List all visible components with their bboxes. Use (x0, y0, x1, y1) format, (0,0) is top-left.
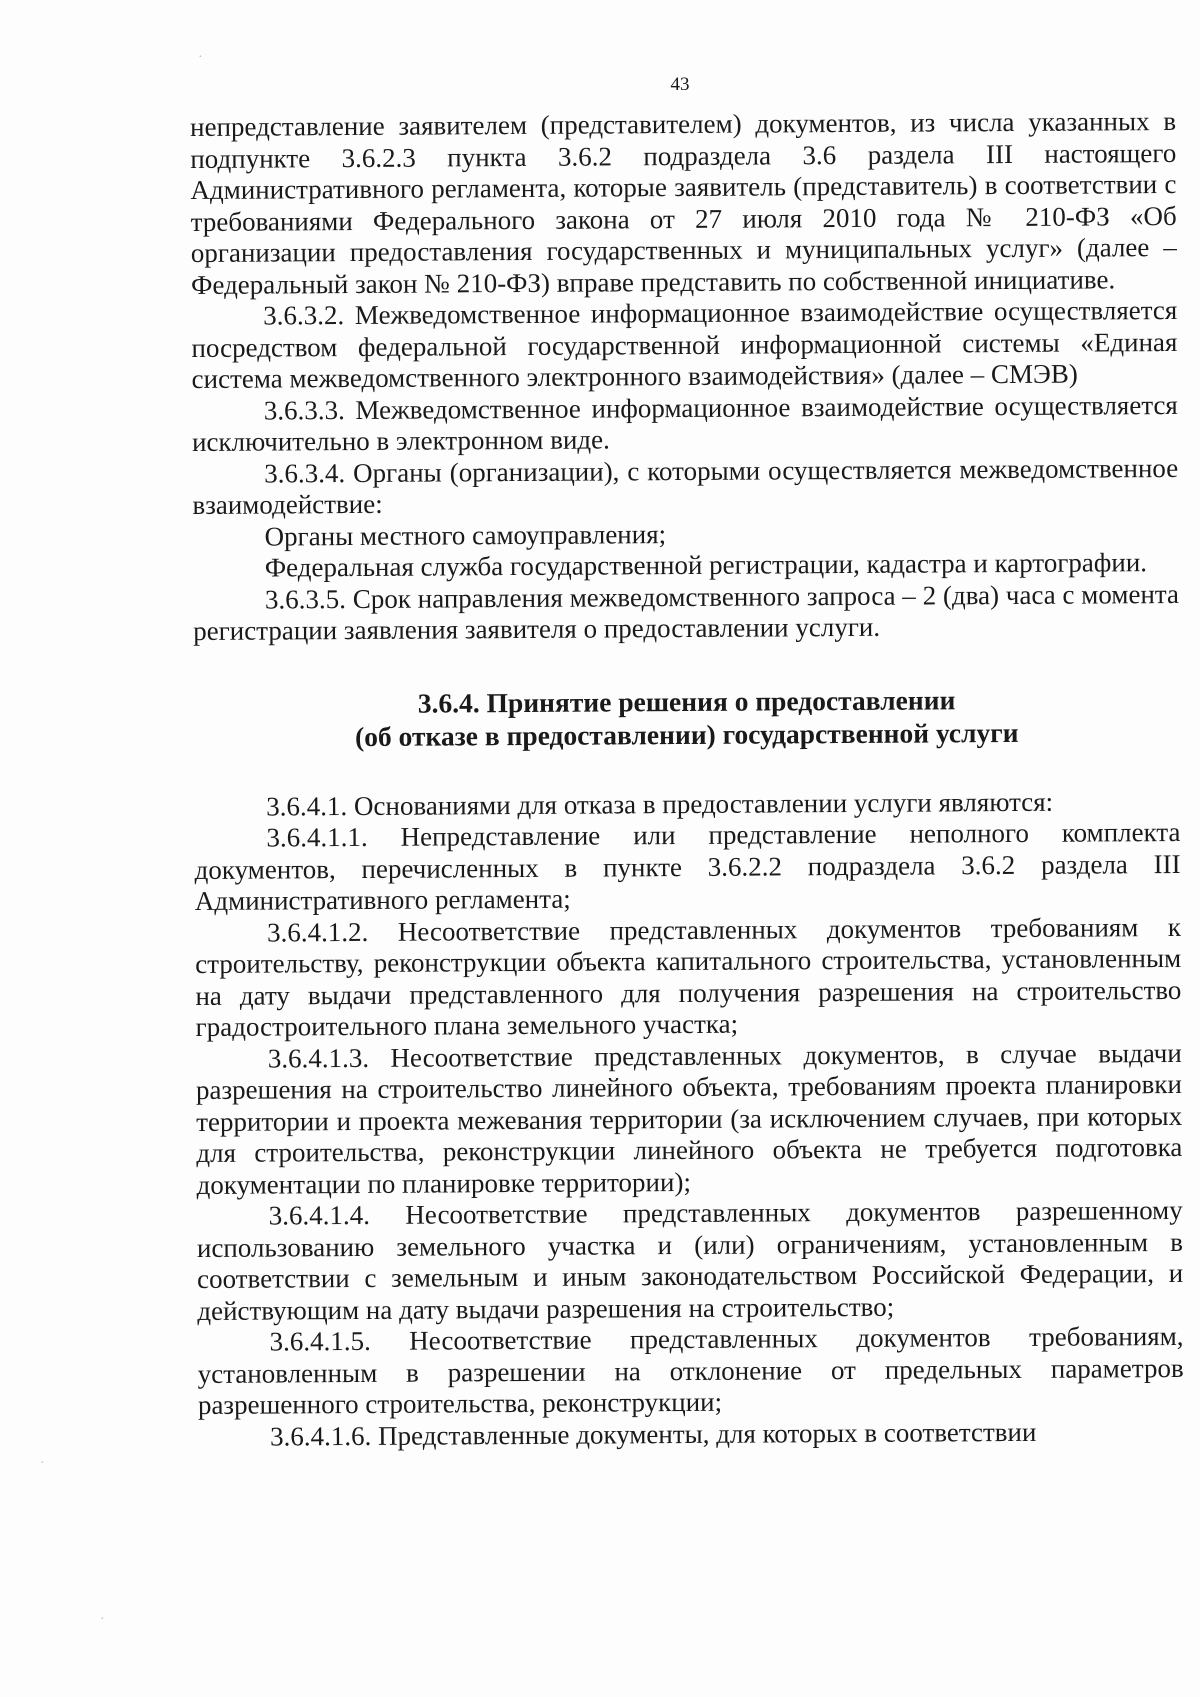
paragraph-3-6-3-3: 3.6.3.3. Межведомственное информационное взаимодействие осуществляется исключительно в электронном виде. (191, 389, 1178, 457)
paragraph-3-6-3-2: 3.6.3.2. Межведомственное информационное взаимодействие осуществляется посредством федеральной государственной информационной системы «Единая система межведомственного электронного взаимодействия» (далее – СМЭВ) (191, 294, 1178, 394)
document-body (190, 106, 1184, 1453)
section-heading (194, 681, 1180, 753)
scan-speck: · (100, 1612, 105, 1627)
paragraph-3-6-4-1-6: 3.6.4.1.6. Представленные документы, для которых в соответствии (269, 1416, 1037, 1452)
section-heading-line-1: 3.6.4. Принятие решения о предоставлении (417, 683, 956, 719)
paragraph-continuation: непредставление заявителем (представителем) документов, из числа указанных в подпункте 3.6.2.3 пункта 3.6.2 подраздела 3.6 раздела III настоящего Административного регламента, которые заявитель (представитель) в соответствии с требованиями Федерального закона от 27 июля 2010 года № 210-ФЗ «Об организации предоставления государственных и муниципальных услуг» (далее – Федеральный закон № 210-ФЗ) вправе представить по собственной инициативе. (190, 105, 1177, 300)
list-item-local-authorities: Органы местного самоуправления; (264, 518, 667, 552)
scan-speck: · (198, 50, 203, 65)
scan-speck: · (40, 1456, 45, 1471)
paragraph-3-6-3-4: 3.6.3.4. Органы (организации), с которыми осуществляется межведомственное взаимодействие: (192, 452, 1179, 520)
page-number: 43 (670, 74, 690, 95)
section-heading-line-2: (об отказе в предоставлении) государственной услуги (354, 716, 1019, 752)
list-item-rosreestr: Федеральная служба государственной регистрации, кадастра и картографии. (264, 547, 1148, 583)
paragraph-3-6-4-1-5: 3.6.4.1.5. Несоответствие представленных документов требованиям, установленным в разрешении на отклонение от предельных параметров разрешенного строительства, реконструкции; (197, 1320, 1184, 1420)
paragraph-3-6-4-1: 3.6.4.1. Основаниями для отказа в предоставлении услуги являются: (266, 786, 1054, 822)
paragraph-3-6-4-1-1: 3.6.4.1.1. Непредставление или представление неполного комплекта документов, перечисленных в пункте 3.6.2.2 подраздела 3.6.2 раздела III Административного регламента; (194, 816, 1181, 916)
paragraph-3-6-3-5: 3.6.3.5. Срок направления межведомственного запроса – 2 (два) часа с момента регистрации заявления заявителя о предоставлении услуги. (193, 578, 1180, 646)
paragraph-3-6-4-1-3: 3.6.4.1.3. Несоответствие представленных документов, в случае выдачи разрешения на строительство линейного объекта, требованиям проекта планировки территории и проекта межевания территории (за исключением случаев, при которых для строительства, реконструкции линейного объекта не требуется подготовка документации по планировке территории); (195, 1037, 1183, 1200)
paragraph-3-6-4-1-2: 3.6.4.1.2. Несоответствие представленных документов требованиям к строительству, реконструкции объекта капитального строительства, установленным на дату выдачи представленного для получения разрешения на строительство градостроительного плана земельного участка; (195, 911, 1182, 1042)
paragraph-3-6-4-1-4: 3.6.4.1.4. Несоответствие представленных документов разрешенному использованию земельного участка и (или) ограничениям, установленным в соответствии с земельным и иным законодательством Российской Федерации, и действующим на дату выдачи разрешения на строительство; (196, 1194, 1184, 1326)
